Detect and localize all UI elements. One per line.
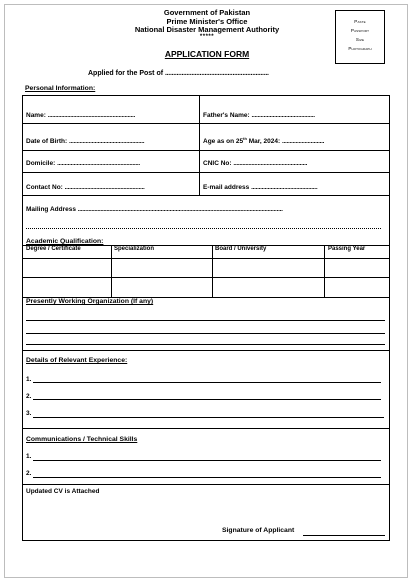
experience-line[interactable] [33,382,381,383]
skills-item-number: 1. [26,453,32,460]
working-org-heading: Presently Working Organization (If any) [26,298,154,305]
post-applied-row [88,70,269,77]
cnic-label: CNIC No: [203,160,232,167]
email-field[interactable]: ............................................ [251,184,318,191]
age-row [203,136,324,145]
col-specialization: Specialization [114,246,155,252]
mailing-address-line-2[interactable] [26,228,381,229]
row-divider [22,172,390,173]
photo-box-line: Paste [354,19,366,24]
column-divider [199,95,200,195]
section-divider [22,428,390,429]
row-divider [22,123,390,124]
row-divider [22,150,390,151]
cnic-field[interactable]: ................................................. [233,160,308,167]
contact-field[interactable]: ..................................................... [64,184,145,191]
domicile-field[interactable]: ....................................................... [57,160,140,167]
experience-line[interactable] [33,417,384,418]
domicile-row [26,160,140,167]
signature-row [222,527,294,534]
father-name-row [203,112,315,119]
experience-heading: Details of Relevant Experience: [26,357,128,364]
mailing-address-label: Mailing Address [26,206,76,213]
name-label: Name: [26,112,46,119]
name-field[interactable]: .......................................................... [47,112,136,119]
dob-row [26,138,144,145]
skills-item-number: 2. [26,470,32,477]
col-board: Board / University [215,246,267,252]
photo-box-line: Photograph [348,46,372,51]
skills-line[interactable] [33,460,381,461]
name-row [26,112,135,119]
header-government: Government of Pakistan [163,8,251,17]
contact-row [26,184,144,191]
form-title: APPLICATION FORM [164,49,250,59]
working-org-line[interactable] [26,320,385,321]
working-org-line[interactable] [26,333,385,334]
cv-attached-note: Updated CV is Attached [26,488,100,495]
skills-line[interactable] [33,477,381,478]
mailing-address-row [26,206,283,213]
email-row [203,184,317,191]
domicile-label: Domicile: [26,160,56,167]
skills-heading: Communications / Technical Skills [26,436,138,443]
section-divider [22,484,390,485]
working-org-line[interactable] [26,344,385,345]
header-office: Prime Minister's Office [166,16,248,26]
mailing-address-field[interactable]: ........................................................................................................................................ [77,206,283,213]
father-name-field[interactable]: .......................................... [251,112,315,119]
row-divider [22,195,390,196]
col-degree: Degree / Certificate [26,246,81,252]
header-stars: ***** [199,34,215,40]
table-row-line [22,258,390,259]
header-authority: National Disaster Management Authority [134,25,280,34]
post-field[interactable]: ............................................................... [165,70,269,77]
age-label: Age as on 25th Mar, 2024: [203,136,281,146]
academic-heading: Academic Qualification: [26,238,104,245]
cnic-row [203,160,307,167]
experience-item-number: 1. [26,376,32,383]
col-passing-year: Passing Year [328,246,366,252]
table-col-line [212,245,213,297]
contact-label: Contact No: [26,184,63,191]
experience-line[interactable] [33,399,381,400]
experience-item-number: 2. [26,393,32,400]
section-divider [22,350,390,351]
dob-field[interactable]: .................................................. [68,138,145,145]
photo-box-line: Passport [350,28,370,33]
post-label: Applied for the Post of [88,70,164,77]
email-label: E-mail address [203,184,250,191]
father-name-label: Father's Name: [203,112,250,119]
table-col-line [111,245,112,297]
signature-label: Signature of Applicant [222,527,295,534]
photo-box-line: Size [355,37,365,42]
dob-label: Date of Birth: [26,138,68,145]
table-row-line [22,277,390,278]
experience-item-number: 3. [26,410,32,417]
age-field[interactable]: ............................ [281,138,325,146]
personal-info-heading: Personal Information: [25,85,96,92]
signature-field[interactable] [303,535,385,536]
table-col-line [324,245,325,297]
